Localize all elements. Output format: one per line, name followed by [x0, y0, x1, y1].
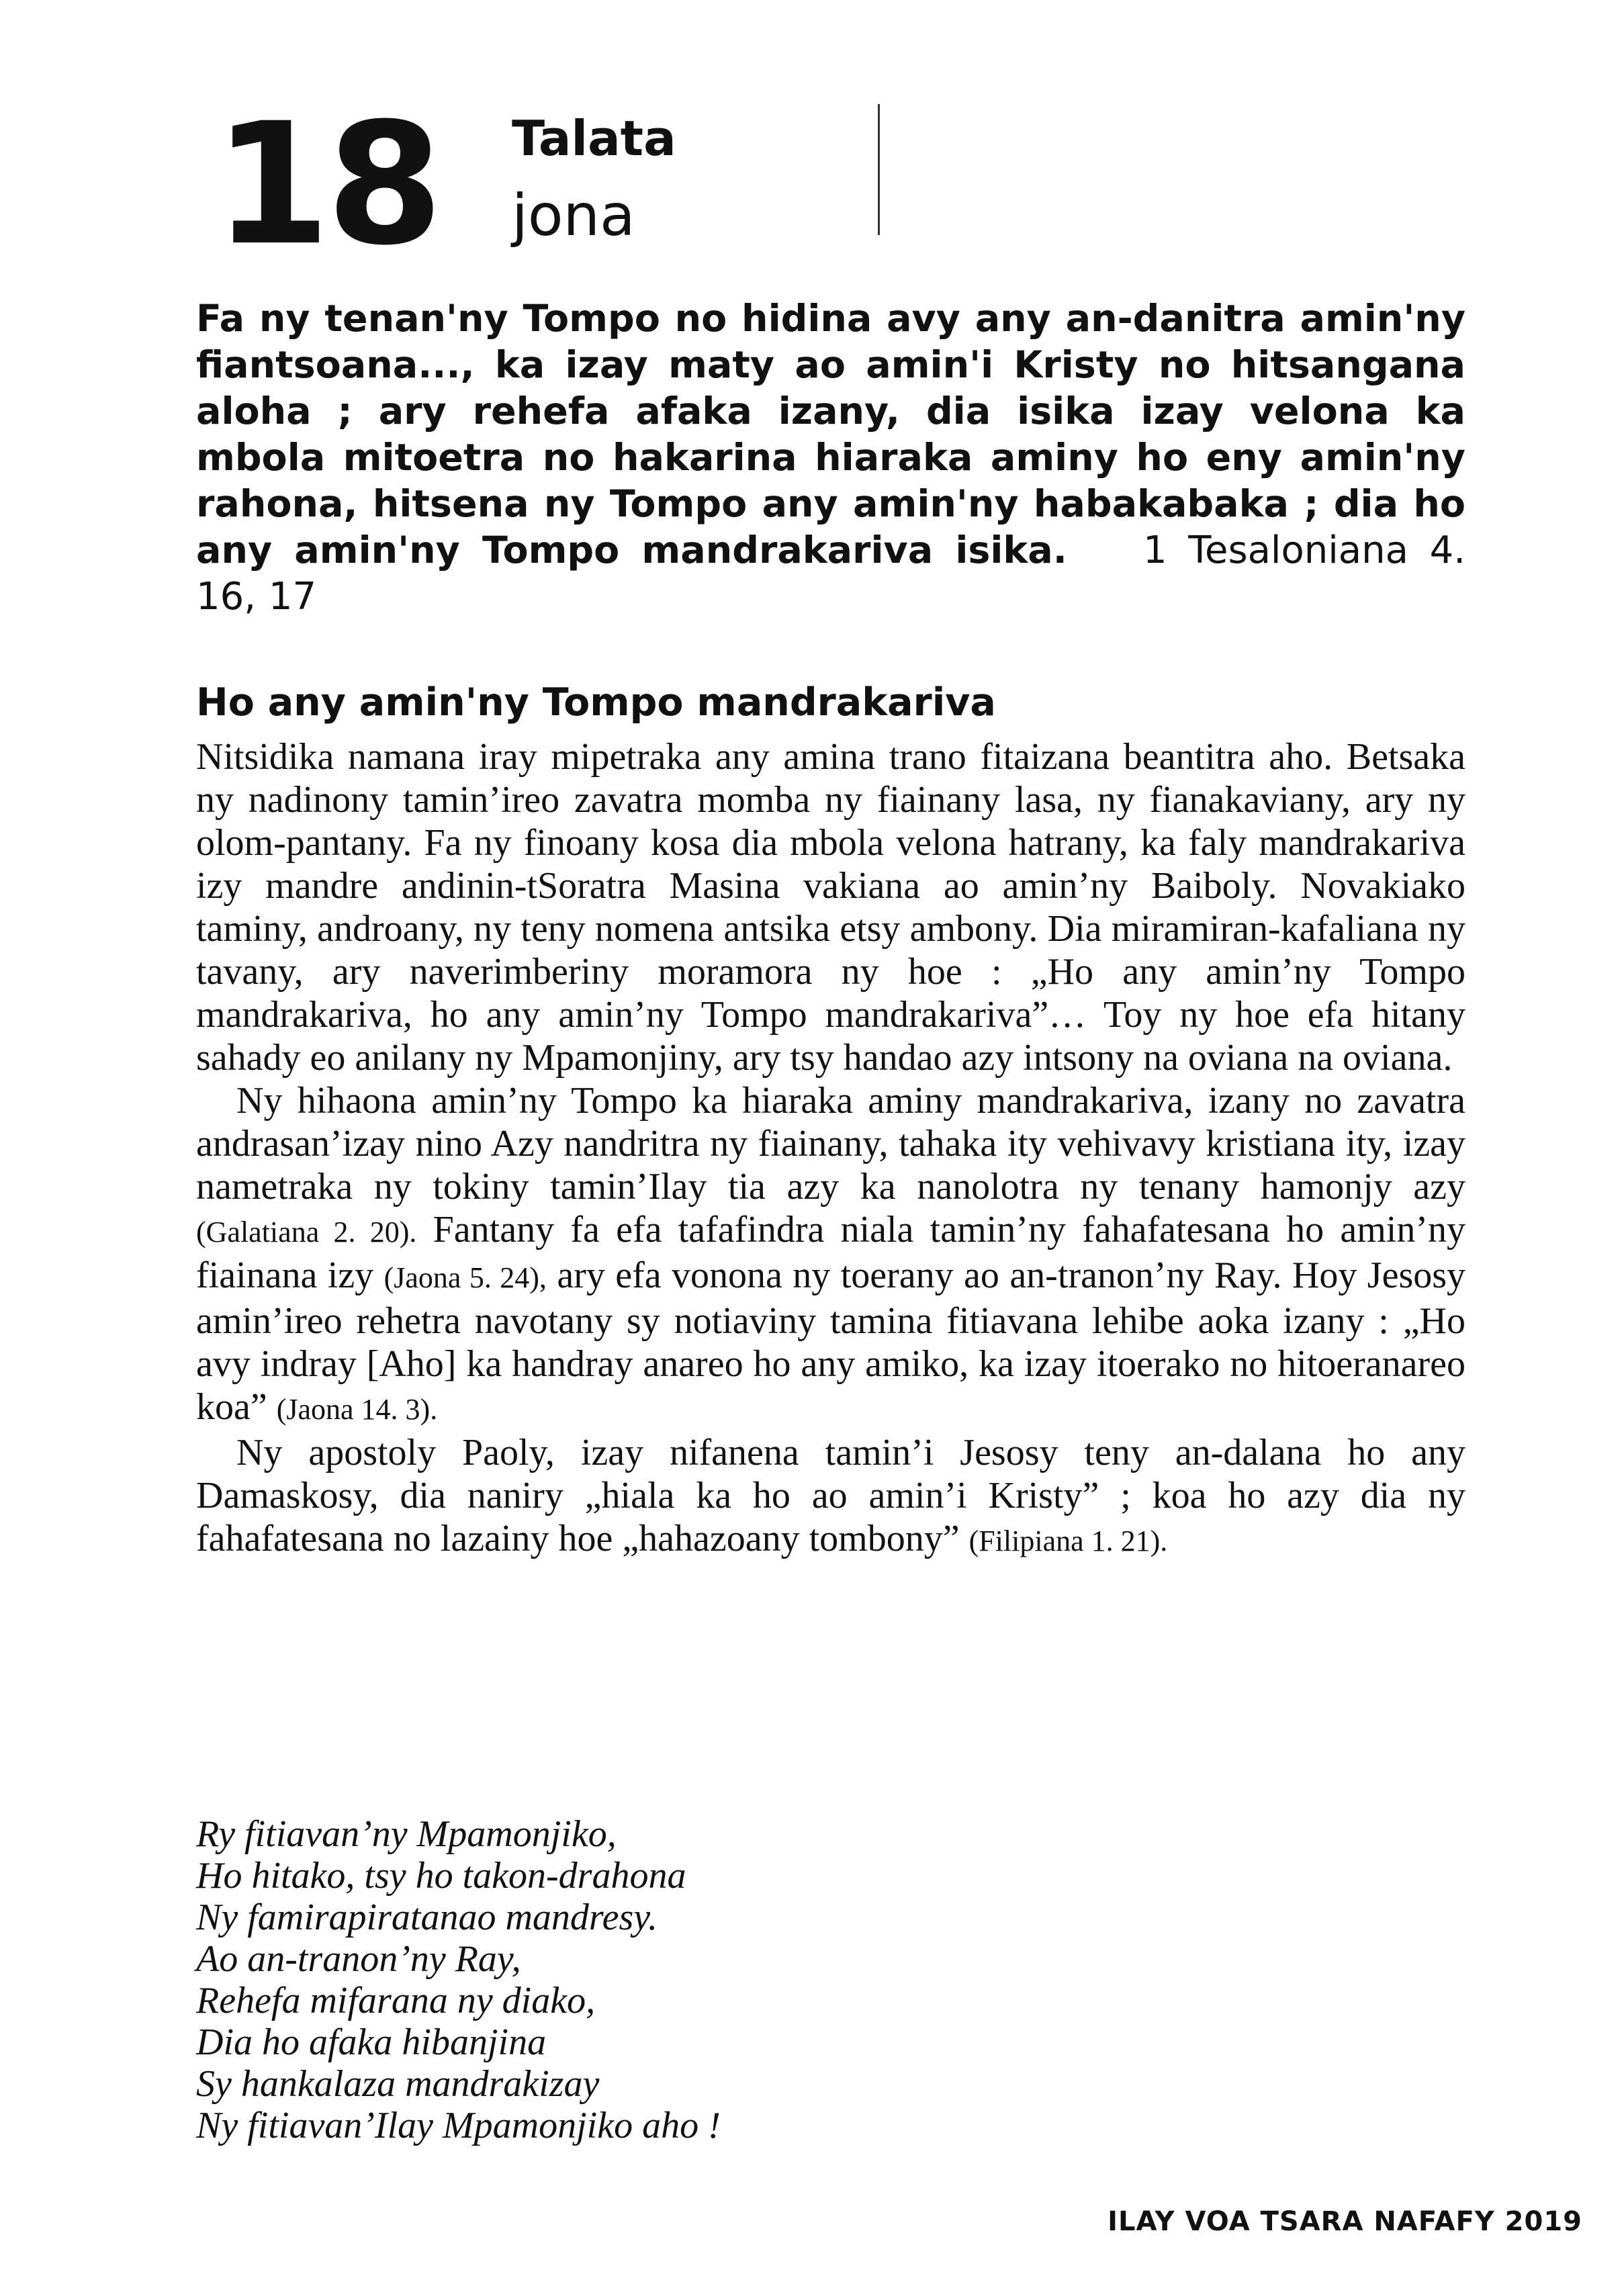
weekday: Talata: [512, 110, 676, 167]
meditation-title: Ho any amin'ny Tompo mandrakariva: [196, 680, 996, 725]
scripture-reference: (Filipiana 1. 21).: [968, 1525, 1168, 1557]
header-divider: [878, 104, 880, 235]
poem-line: Sy hankalaza mandrakizay: [196, 2063, 600, 2105]
scripture-reference: (Galatiana 2. 20).: [196, 1216, 417, 1248]
poem-line: Ho hitako, tsy ho takon-drahona: [196, 1855, 686, 1897]
paragraph-2-part-c: ary efa vonona ny toerany ao an-tranon’ny Ray. Hoy Jesosy amin’ireo rehetra navotany sy notiaviny tamina fitiavana lehibe aoka izany : „Ho avy indray [Aho] ka handray anareo ho any amiko, ka izay itoerako no hitoeranareo koa”: [196, 1255, 1466, 1428]
publication-footer: ILAY VOA TSARA NAFAFY 2019: [1108, 2206, 1582, 2237]
poem-line: Rehefa mifarana ny diako,: [196, 1980, 596, 2021]
paragraph-1: Nitsidika namana iray mipetraka any amina trano fitaizana beantitra aho. Betsaka ny nadinony tamin’ireo zavatra momba ny fiainany lasa, ny fianakaviany, ary ny olom-pantany. Fa ny finoany kosa dia mbola velona hatrany, ka faly mandrakariva izy mandre andinin-tSoratra Masina vakiana ao amin’ny Baiboly. Novakiako taminy, androany, ny teny nomena antsika etsy ambony. Dia miramiran-kafaliana ny tavany, ary naverimberiny moramora ny hoe : „Ho any amin’ny Tompo mandrakariva, ho any amin’ny Tompo mandrakariva”… Toy ny hoe efa hitany sahady eo anilany ny Mpamonjiny, ary tsy handao azy intsony na oviana na oviana.: [196, 736, 1465, 1079]
closing-poem: [196, 1813, 721, 2146]
daily-verse: [196, 295, 1465, 620]
poem-line: Ao an-tranon’ny Ray,: [196, 1938, 521, 1980]
poem-line: Ny fitiavan’Ilay Mpamonjiko aho !: [196, 2105, 721, 2146]
poem-line: Ny famirapiratanao mandresy.: [196, 1897, 658, 1938]
day-number: 18: [214, 87, 439, 282]
verse-text: Fa ny tenan'ny Tompo no hidina avy any an-danitra amin'ny fiantsoana..., ka izay maty ao amin'i Kristy no hitsangana aloha ; ary rehefa afaka izany, dia isika izay velona ka mbola mitoetra no hakarina hiaraka aminy ho eny amin'ny rahona, hitsena ny Tompo any amin'ny habakabaka ; dia ho any amin'ny Tompo mandrakariva isika.: [196, 297, 1465, 572]
verse-reference: 1 Tesaloniana 4. 16, 17: [196, 529, 1466, 619]
poem-line: Dia ho afaka hibanjina: [196, 2021, 547, 2063]
paragraph-3: [196, 1431, 1465, 1563]
paragraph-2-part-b: Fantany fa efa tafafindra niala tamin’ny fahafatesana ho amin’ny fiainana izy: [196, 1209, 1466, 1296]
paragraph-2-part-a: Ny hihaona amin’ny Tompo ka hiaraka aminy mandrakariva, izany no zavatra andrasan’izay nino Azy nandritra ny fiainany, tahaka ity vehivavy kristiana ity, izay nametraka ny tokiny tamin’Ilay tia azy ka nanolotra ny tenany hamonjy azy: [196, 1080, 1465, 1208]
paragraph-3-text: Ny apostoly Paoly, izay nifanena tamin’i Jesosy teny an-dalana ho any Damaskosy, dia naniry „hiala ka ho ao amin’i Kristy” ; koa ho azy dia ny fahafatesana no lazainy hoe „hahazoany tombony”: [196, 1432, 1465, 1559]
scripture-reference: (Jaona 14. 3).: [276, 1393, 438, 1426]
scripture-reference: (Jaona 5. 24),: [384, 1261, 547, 1294]
poem-line: Ry fitiavan’ny Mpamonjiko,: [196, 1813, 617, 1855]
month: jona: [512, 182, 635, 249]
meditation-body: [196, 735, 1465, 1563]
paragraph-2: [196, 1079, 1465, 1431]
